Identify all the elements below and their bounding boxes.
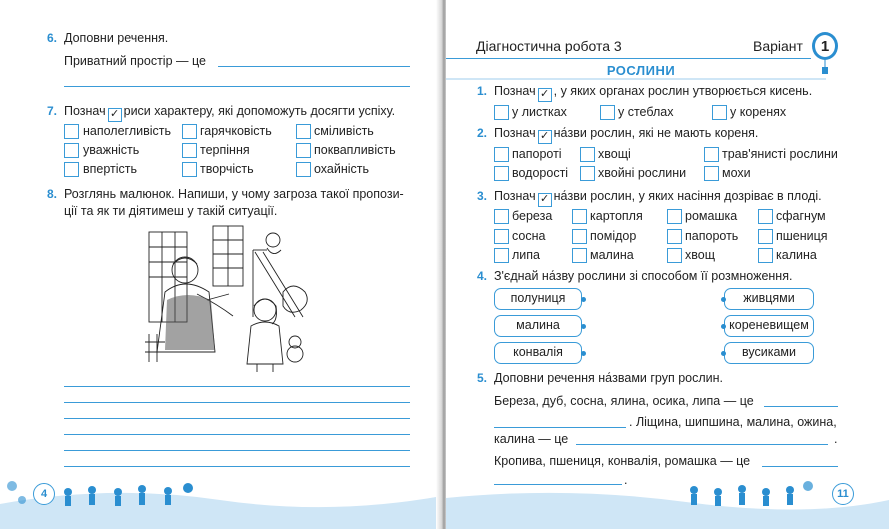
task-7-number: 7. [47, 104, 58, 118]
method-zhyvtsiamy[interactable]: живцями [724, 288, 814, 310]
task-5-sentence-3a: калина — це [494, 432, 569, 446]
plant-dot-3[interactable] [581, 351, 586, 356]
topic-title: РОСЛИНИ [606, 63, 676, 78]
checkbox-3-4[interactable] [758, 209, 773, 224]
plant-dot-1[interactable] [581, 297, 586, 302]
checkbox-1-2[interactable] [600, 105, 615, 120]
checkbox-1-3[interactable] [712, 105, 727, 120]
task-8-line-f[interactable] [64, 466, 410, 467]
plant-dot-2[interactable] [581, 324, 586, 329]
checkbox-3-11[interactable] [667, 248, 682, 263]
option-2-5: хвойні рослини [598, 166, 687, 180]
task-2-number: 2. [477, 126, 488, 140]
option-7-4: уважність [83, 143, 140, 157]
task-3-post: на́зви рослин, у яких насіння дозріває в плоді. [553, 189, 822, 203]
task-2-post: на́зви рослин, які не мають кореня. [553, 126, 759, 140]
checkbox-7-8[interactable] [182, 162, 197, 177]
topic-rule [446, 78, 826, 80]
footer-decoration [0, 474, 442, 529]
task-3-check-sample: ✓ [538, 193, 552, 207]
option-2-4: водорості [512, 166, 569, 180]
task-1-post: , у яких органах рослин утворюється кисень. [553, 84, 813, 98]
option-3-5: сосна [512, 229, 546, 243]
checkbox-3-6[interactable] [572, 229, 587, 244]
task-6-title: Доповни речення. [64, 31, 169, 45]
task-1-instruction [494, 84, 812, 102]
option-3-9: липа [512, 248, 540, 262]
method-korenevyshchem[interactable]: кореневищем [724, 315, 814, 337]
task-3-instruction [494, 189, 822, 207]
checkbox-2-5[interactable] [580, 166, 595, 181]
task-2-check-sample: ✓ [538, 130, 552, 144]
task-5-blank-1[interactable] [764, 406, 838, 407]
checkbox-7-1[interactable] [64, 124, 79, 139]
right-page [446, 0, 889, 529]
checkbox-3-9[interactable] [494, 248, 509, 263]
variant-number: 1 [820, 38, 830, 55]
task-8-line-b[interactable] [64, 402, 410, 403]
task-5-sentence-3b: . [834, 432, 838, 446]
checkbox-7-9[interactable] [296, 162, 311, 177]
option-1-1: у листках [512, 105, 567, 119]
footer-decoration-right [446, 474, 889, 529]
option-2-2: хвощі [598, 147, 631, 161]
option-3-10: малина [590, 248, 634, 262]
checkbox-3-12[interactable] [758, 248, 773, 263]
task-5-blank-3[interactable] [762, 466, 838, 467]
task-6-number: 6. [47, 31, 58, 45]
option-7-7: впертість [83, 162, 138, 176]
option-3-8: пшениця [776, 229, 828, 243]
task-5-blank-2[interactable] [576, 444, 828, 445]
checkbox-3-8[interactable] [758, 229, 773, 244]
method-dot-3[interactable] [721, 351, 726, 356]
plant-polunytsia[interactable]: полуниця [494, 288, 582, 310]
method-dot-1[interactable] [721, 297, 726, 302]
task-1-number: 1. [477, 84, 488, 98]
illustration-stranger-playground [145, 222, 315, 372]
option-7-1: наполегливість [83, 124, 172, 138]
option-3-11: хвощ [685, 248, 715, 262]
option-7-6: поквапливість [314, 143, 396, 157]
checkbox-3-7[interactable] [667, 229, 682, 244]
option-7-8: творчість [200, 162, 254, 176]
option-3-1: береза [512, 209, 553, 223]
checkbox-2-6[interactable] [704, 166, 719, 181]
task-8-line-d[interactable] [64, 434, 410, 435]
checkbox-3-3[interactable] [667, 209, 682, 224]
option-7-3: сміливість [314, 124, 374, 138]
task-5-blank-1b[interactable] [494, 427, 626, 428]
task-8-line-1: Розглянь малюнок. Напиши, у чому загроза такої пропози- [64, 187, 404, 201]
checkbox-2-2[interactable] [580, 147, 595, 162]
right-page-number: 11 [832, 483, 854, 505]
checkbox-7-6[interactable] [296, 143, 311, 158]
option-3-12: калина [776, 248, 817, 262]
task-5-title: Доповни речення на́звами груп рослин. [494, 371, 724, 385]
left-page-number: 4 [33, 483, 55, 505]
checkbox-3-2[interactable] [572, 209, 587, 224]
task-7-post: риси характеру, які допоможуть досягти успіху. [123, 104, 396, 118]
task-7-pre: Познач [64, 104, 106, 118]
option-7-5: терпіння [200, 143, 250, 157]
option-3-6: помідор [590, 229, 637, 243]
task-5-sentence-5: . [624, 473, 628, 487]
option-3-2: картопля [590, 209, 643, 223]
option-2-3: трав'янисті рослини [722, 147, 838, 161]
task-3-pre: Познач [494, 189, 536, 203]
task-2-instruction [494, 126, 758, 144]
checkbox-7-5[interactable] [182, 143, 197, 158]
task-8-line-c[interactable] [64, 418, 410, 419]
plant-konvaliia[interactable]: конвалія [494, 342, 582, 364]
header-title: Діагностична робота 3 [476, 38, 622, 54]
task-6-answer-line-2[interactable] [64, 86, 410, 87]
option-7-9: охайність [314, 162, 370, 176]
method-dot-2[interactable] [721, 324, 726, 329]
method-vusykamy[interactable]: вусиками [724, 342, 814, 364]
task-5-sentence-1: Береза, дуб, сосна, ялина, осика, липа — це [494, 394, 754, 408]
task-3-number: 3. [477, 189, 488, 203]
task-5-number: 5. [477, 371, 488, 385]
option-3-3: ромашка [685, 209, 738, 223]
header-variant-label: Варіант [753, 38, 803, 54]
task-8-line-2: ції та як ти діятимеш у такій ситуації. [64, 204, 278, 218]
header-rule [446, 58, 811, 59]
option-7-2: гарячковість [200, 124, 272, 138]
task-6-answer-line[interactable] [218, 66, 410, 67]
checkbox-7-3[interactable] [296, 124, 311, 139]
option-2-1: папороті [512, 147, 562, 161]
left-page [0, 0, 442, 529]
option-1-3: у коренях [730, 105, 787, 119]
task-8-line-e[interactable] [64, 450, 410, 451]
checkbox-1-1[interactable] [494, 105, 509, 120]
option-1-2: у стеблах [618, 105, 674, 119]
task-5-sentence-4: Кропива, пшениця, конвалія, ромашка — це [494, 454, 751, 468]
checkbox-2-3[interactable] [704, 147, 719, 162]
task-2-pre: Познач [494, 126, 536, 140]
task-4-title: З'єднай на́зву рослини зі способом її розмноження. [494, 269, 793, 283]
checkbox-7-4[interactable] [64, 143, 79, 158]
task-8-number: 8. [47, 187, 58, 201]
task-1-pre: Познач [494, 84, 536, 98]
checkbox-7-7[interactable] [64, 162, 79, 177]
task-6-sentence: Приватний простір — це [64, 54, 206, 68]
task-7-instruction [64, 104, 395, 122]
checkbox-3-10[interactable] [572, 248, 587, 263]
task-5-sentence-2: . Ліщина, шипшина, малина, ожина, [629, 415, 837, 429]
checkbox-7-2[interactable] [182, 124, 197, 139]
option-3-4: сфагнум [776, 209, 826, 223]
task-8-line-a[interactable] [64, 386, 410, 387]
checkbox-3-5[interactable] [494, 229, 509, 244]
task-4-number: 4. [477, 269, 488, 283]
option-2-6: мохи [722, 166, 751, 180]
option-3-7: папороть [685, 229, 739, 243]
checkbox-2-1[interactable] [494, 147, 509, 162]
plant-malyna[interactable]: малина [494, 315, 582, 337]
checkbox-2-4[interactable] [494, 166, 509, 181]
checkbox-3-1[interactable] [494, 209, 509, 224]
task-1-check-sample: ✓ [538, 88, 552, 102]
task-7-check-sample: ✓ [108, 108, 122, 122]
